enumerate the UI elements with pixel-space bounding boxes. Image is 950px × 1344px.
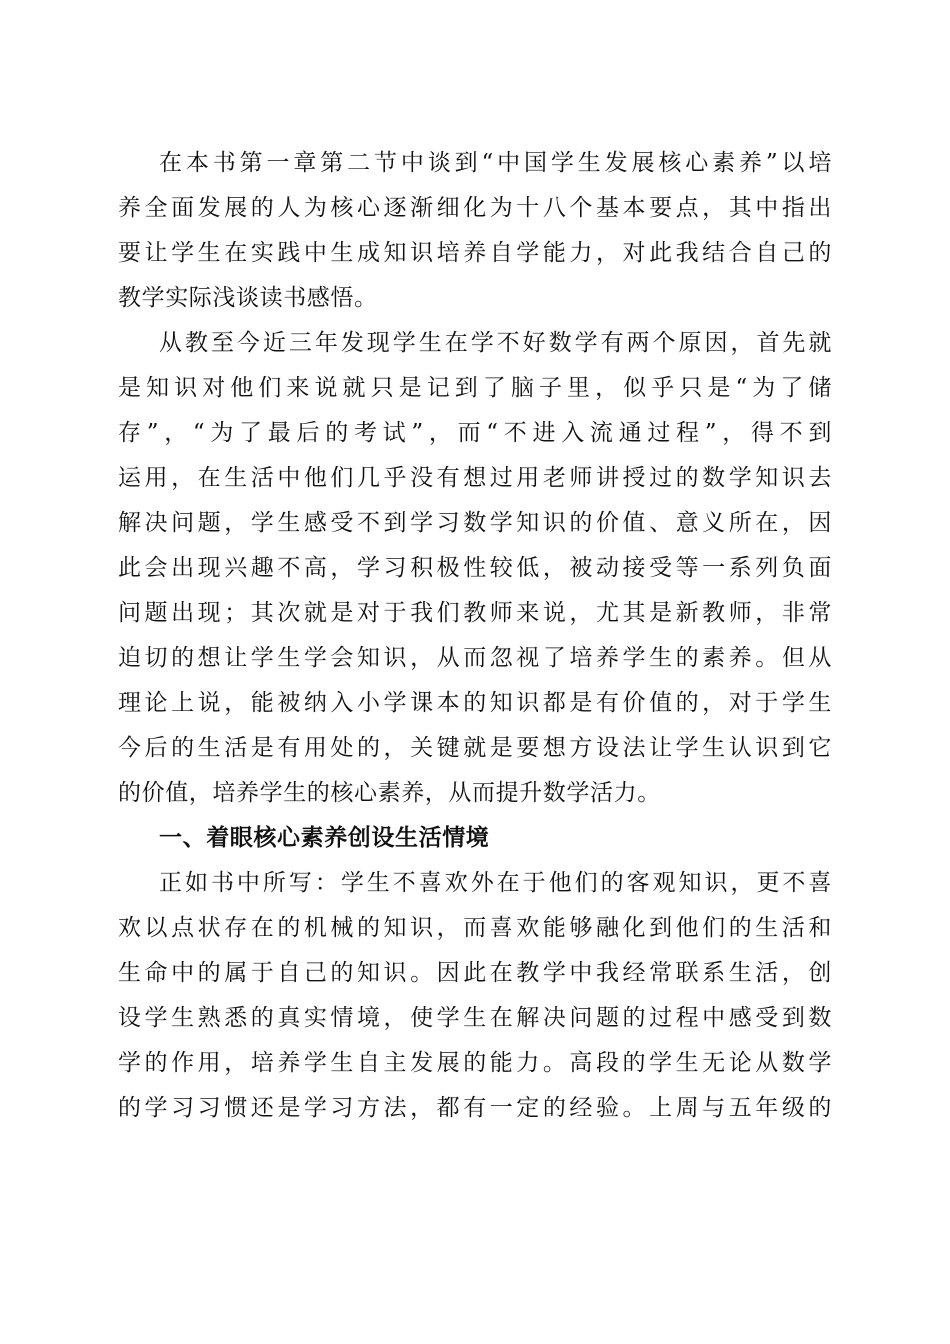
paragraph-3-line-2: 欢以点状存在的机械的知识，而喜欢能够融化到他们的生活和 [118,915,832,941]
paragraph-1-line-3: 要让学生在实践中生成知识培养自学能力，对此我结合自己的 [118,240,832,266]
paragraph-1-line-2: 养全面发展的人为核心逐渐细化为十八个基本要点，其中指出 [118,195,832,221]
paragraph-2-line-6: 此会出现兴趣不高，学习积极性较低，被动接受等一系列负面 [118,555,832,581]
paragraph-1-line-1: 在本书第一章第二节中谈到“中国学生发展核心素养”以培 [159,150,832,176]
section-heading: 一、着眼核心素养创设生活情境 [159,825,490,851]
paragraph-2-line-7: 问题出现；其次就是对于我们教师来说，尤其是新教师，非常 [118,600,832,626]
paragraph-3-line-6: 的学习习惯还是学习方法，都有一定的经验。上周与五年级的 [118,1095,832,1121]
paragraph-2-line-2: 是知识对他们来说就只是记到了脑子里，似乎只是“为了储 [118,375,832,401]
paragraph-2-line-4: 运用，在生活中他们几乎没有想过用老师讲授过的数学知识去 [118,465,832,491]
paragraph-2-line-5: 解决问题，学生感受不到学习数学知识的价值、意义所在，因 [118,510,832,536]
paragraph-1-line-4: 教学实际浅谈读书感悟。 [118,285,378,311]
paragraph-2-line-8: 迫切的想让学生学会知识，从而忽视了培养学生的素养。但从 [118,645,832,671]
paragraph-2-line-1: 从教至今近三年发现学生在学不好数学有两个原因，首先就 [159,330,832,356]
paragraph-2-line-10: 今后的生活是有用处的，关键就是要想方设法让学生认识到它 [118,735,832,761]
paragraph-2-line-9: 理论上说，能被纳入小学课本的知识都是有价值的，对于学生 [118,690,832,716]
paragraph-3-line-5: 学的作用，培养学生自主发展的能力。高段的学生无论从数学 [118,1050,832,1076]
paragraph-2-line-11: 的价值，培养学生的核心素养，从而提升数学活力。 [118,780,661,806]
paragraph-3-line-1: 正如书中所写：学生不喜欢外在于他们的客观知识，更不喜 [159,870,832,896]
paragraph-3-line-3: 生命中的属于自己的知识。因此在教学中我经常联系生活，创 [118,960,832,986]
paragraph-3-line-4: 设学生熟悉的真实情境，使学生在解决问题的过程中感受到数 [118,1005,832,1031]
paragraph-2-line-3: 存”，“为了最后的考试”，而“不进入流通过程”，得不到 [118,420,832,446]
